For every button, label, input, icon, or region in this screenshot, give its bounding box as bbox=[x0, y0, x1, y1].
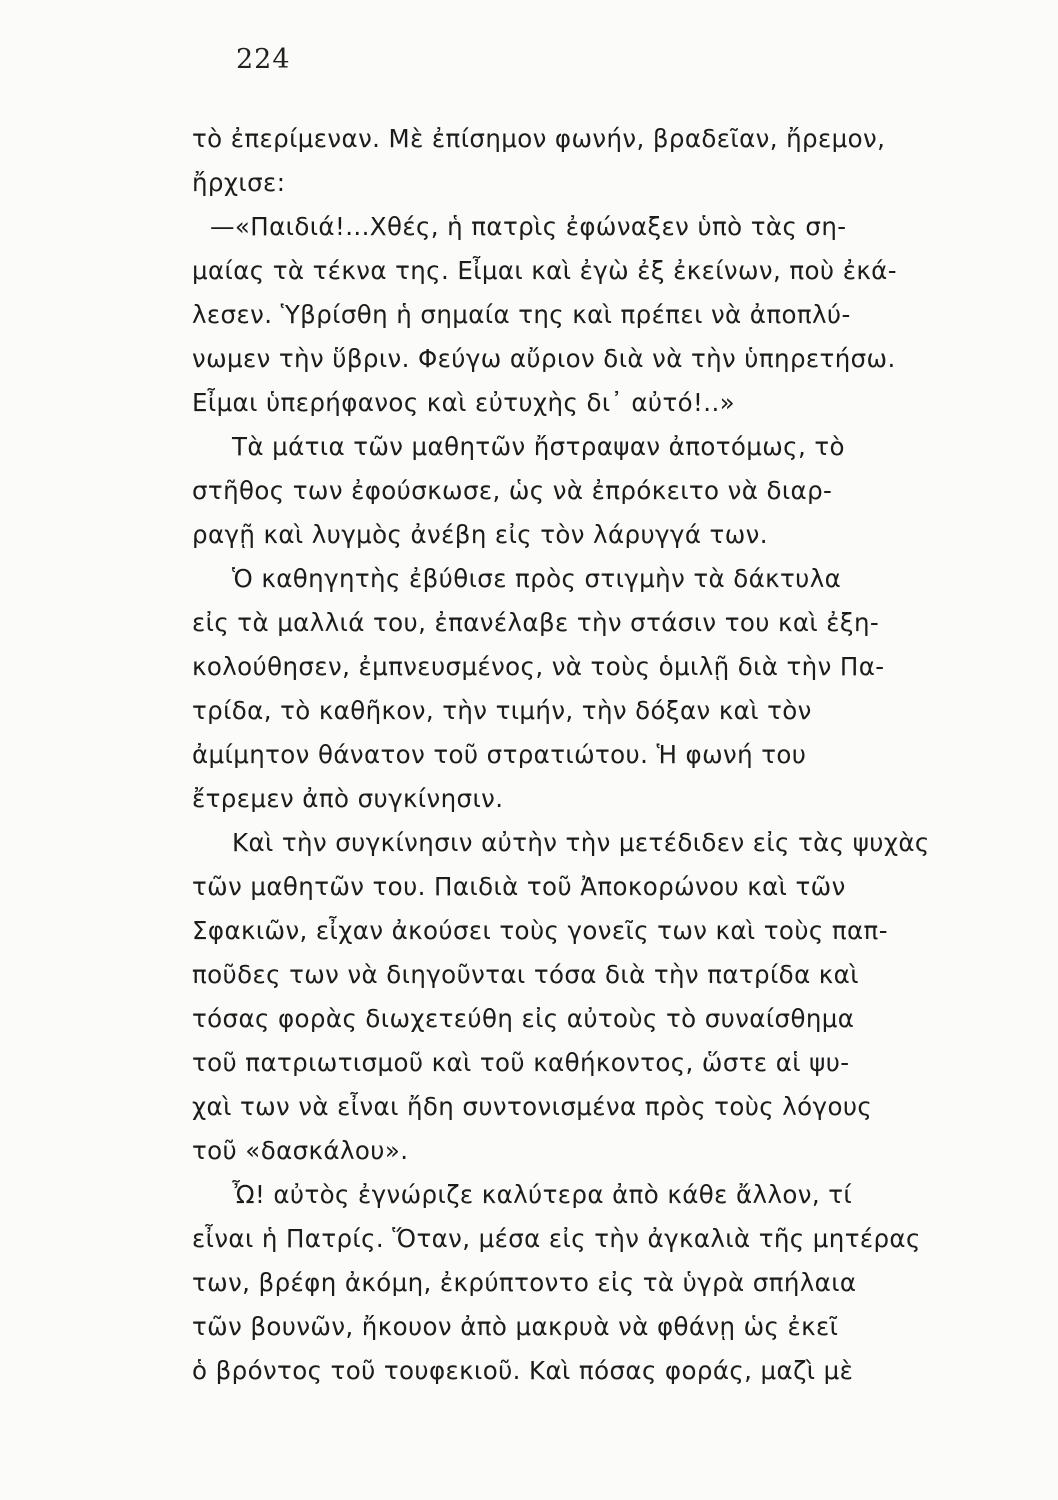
text-line: Ὁ καθηγητὴς ἐβύθισε πρὸς στιγμὴν τὰ δάκτυλα bbox=[232, 564, 842, 593]
text-line: κολούθησεν, ἐμπνευσμένος, νὰ τοὺς ὁμιλῇ διὰ τὴν Πα- bbox=[192, 652, 885, 681]
text-line: Εἶμαι ὑπερήφανος καὶ εὐτυχὴς δι᾽ αὐτό!..» bbox=[192, 388, 736, 417]
body-text bbox=[192, 117, 1032, 1393]
text-line: μαίας τὰ τέκνα της. Εἶμαι καὶ ἐγὼ ἐξ ἐκείνων, ποὺ ἐκά- bbox=[192, 256, 897, 285]
text-line: των, βρέφη ἀκόμη, ἐκρύπτοντο εἰς τὰ ὑγρὰ σπήλαια bbox=[192, 1268, 857, 1297]
text-line: ἤρχισε: bbox=[192, 168, 286, 197]
text-line: νωμεν τὴν ὕβριν. Φεύγω αὔριον διὰ νὰ τὴν ὑπηρετήσω. bbox=[192, 344, 896, 373]
text-line: —«Παιδιά!...Χθές, ἡ πατρὶς ἐφώναξεν ὑπὸ τὰς ση- bbox=[210, 212, 847, 241]
text-line: τὸ ἐπερίμεναν. Μὲ ἐπίσημον φωνήν, βραδεῖαν, ἤρεμον, bbox=[192, 124, 886, 153]
text-line: ραγῇ καὶ λυγμὸς ἀνέβη εἰς τὸν λάρυγγά των. bbox=[192, 520, 768, 549]
text-line: τοῦ «δασκάλου». bbox=[192, 1136, 409, 1165]
text-line: λεσεν. Ὑβρίσθη ἡ σημαία της καὶ πρέπει νὰ ἀποπλύ- bbox=[192, 300, 851, 329]
text-line: τόσας φορὰς διωχετεύθη εἰς αὐτοὺς τὸ συναίσθημα bbox=[192, 1004, 855, 1033]
text-line: τῶν μαθητῶν του. Παιδιὰ τοῦ Ἀποκορώνου καὶ τῶν bbox=[192, 872, 846, 901]
text-line: ἔτρεμεν ἀπὸ συγκίνησιν. bbox=[192, 784, 504, 813]
text-line: ποῦδες των νὰ διηγοῦνται τόσα διὰ τὴν πατρίδα καὶ bbox=[192, 960, 859, 989]
text-line: Τὰ μάτια τῶν μαθητῶν ἤστραψαν ἀποτόμως, τὸ bbox=[232, 432, 845, 461]
text-line: Ὦ! αὐτὸς ἐγνώριζε καλύτερα ἀπὸ κάθε ἄλλον, τί bbox=[232, 1180, 853, 1209]
text-line: ὁ βρόντος τοῦ τουφεκιοῦ. Καὶ πόσας φοράς, μαζὶ μὲ bbox=[192, 1356, 854, 1385]
text-line: εἶναι ἡ Πατρίς. Ὅταν, μέσα εἰς τὴν ἀγκαλιὰ τῆς μητέρας bbox=[192, 1224, 921, 1253]
text-line: εἰς τὰ μαλλιά του, ἐπανέλαβε τὴν στάσιν του καὶ ἐξη- bbox=[192, 608, 880, 637]
text-line: Καὶ τὴν συγκίνησιν αὐτὴν τὴν μετέδιδεν εἰς τὰς ψυχὰς bbox=[232, 828, 930, 857]
page-number: 224 bbox=[236, 44, 291, 75]
text-line: ἀμίμητον θάνατον τοῦ στρατιώτου. Ἡ φωνή του bbox=[192, 740, 807, 769]
text-line: τρίδα, τὸ καθῆκον, τὴν τιμήν, τὴν δόξαν καὶ τὸν bbox=[192, 696, 812, 725]
text-line: στῆθος των ἐφούσκωσε, ὡς νὰ ἐπρόκειτο νὰ διαρ- bbox=[192, 476, 833, 505]
text-line: τῶν βουνῶν, ἤκουον ἀπὸ μακρυὰ νὰ φθάνῃ ὡς ἐκεῖ bbox=[192, 1312, 839, 1341]
text-line: Σφακιῶν, εἶχαν ἀκούσει τοὺς γονεῖς των καὶ τοὺς παπ- bbox=[192, 916, 888, 945]
text-line: τοῦ πατριωτισμοῦ καὶ τοῦ καθήκοντος, ὥστε αἱ ψυ- bbox=[192, 1048, 850, 1077]
text-line: χαὶ των νὰ εἶναι ἤδη συντονισμένα πρὸς τοὺς λόγους bbox=[192, 1092, 873, 1121]
